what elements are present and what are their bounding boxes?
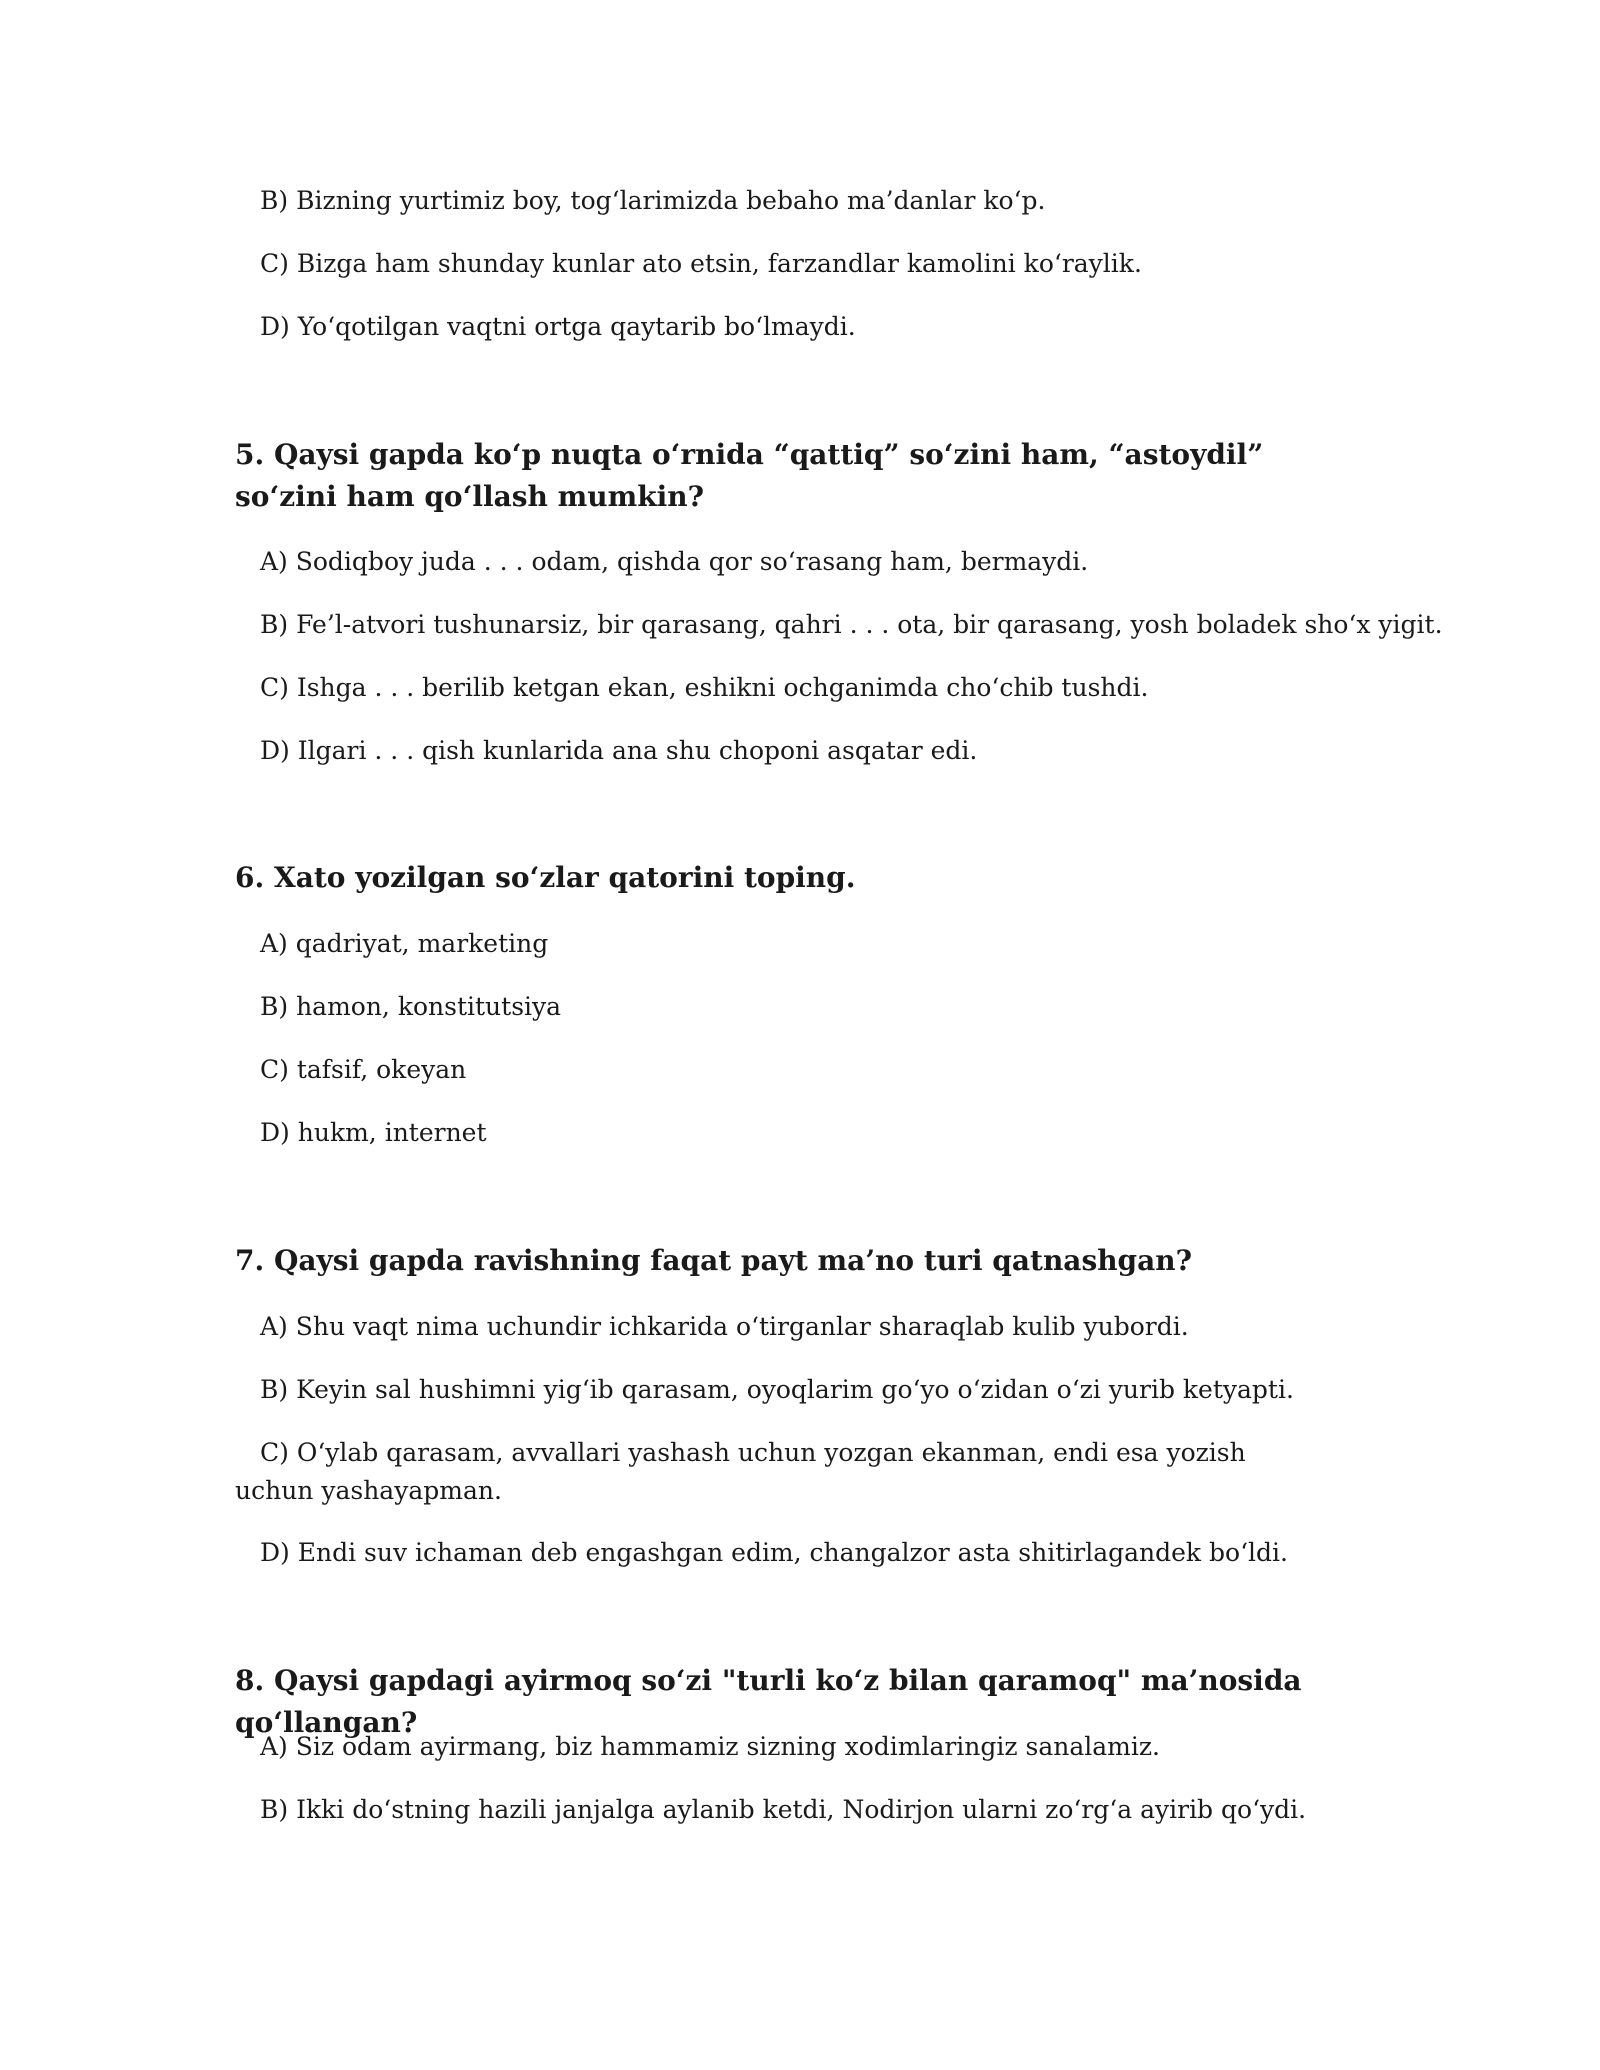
- question-7-text: 7. Qaysi gapda ravishning faqat payt ma’no turi qatnashgan?: [235, 1244, 1193, 1277]
- q5-option-d: D) Ilgari . . . qish kunlarida ana shu choponi asqatar edi.: [260, 736, 978, 765]
- question-6-text: 6. Xato yozilgan so‘zlar qatorini toping.: [235, 861, 856, 894]
- q7-option-a: A) Shu vaqt nima uchundir ichkarida o‘tirganlar sharaqlab kulib yubordi.: [260, 1312, 1189, 1341]
- q4-option-d: D) Yo‘qotilgan vaqtni ortga qaytarib bo‘lmaydi.: [260, 312, 856, 341]
- q7-option-c: C) O‘ylab qarasam, avvallari yashash uchun yozgan ekanman, endi esa yozish uchun yashayapman.: [235, 1438, 1246, 1505]
- q6-option-c: C) tafsif, okeyan: [260, 1055, 467, 1084]
- q6-option-a: A) qadriyat, marketing: [260, 929, 549, 958]
- q5-option-c: C) Ishga . . . berilib ketgan ekan, eshikni ochganimda cho‘chib tushdi.: [260, 673, 1149, 702]
- q8-option-b: B) Ikki do‘stning hazili janjalga aylanib ketdi, Nodirjon ularni zo‘rg‘a ayirib qo‘ydi.: [260, 1795, 1307, 1824]
- q6-option-d: D) hukm, internet: [260, 1118, 487, 1147]
- q8-option-a: A) Siz odam ayirmang, biz hammamiz sizning xodimlaringiz sanalamiz.: [260, 1732, 1160, 1761]
- question-5-text: 5. Qaysi gapda ko‘p nuqta o‘rnida “qattiq” so‘zini ham, “astoydil” so‘zini ham qo‘llash mumkin?: [235, 438, 1264, 513]
- q6-option-b: B) hamon, konstitutsiya: [260, 992, 562, 1021]
- q5-option-b: B) Fe’l-atvori tushunarsiz, bir qarasang, qahri . . . ota, bir qarasang, yosh boladek sho‘x yigit.: [260, 610, 1443, 639]
- q5-option-a: A) Sodiqboy juda . . . odam, qishda qor so‘rasang ham, bermaydi.: [260, 547, 1089, 576]
- q7-option-b: B) Keyin sal hushimni yig‘ib qarasam, oyoqlarim go‘yo o‘zidan o‘zi yurib ketyapti.: [260, 1375, 1294, 1404]
- question-8-text: 8. Qaysi gapdagi ayirmoq so‘zi "turli ko‘z bilan qaramoq" ma’nosida qo‘llangan?: [235, 1664, 1302, 1739]
- q4-option-b: B) Bizning yurtimiz boy, tog‘larimizda bebaho ma’danlar ko‘p.: [260, 186, 1046, 215]
- q7-option-d: D) Endi suv ichaman deb engashgan edim, changalzor asta shitirlagandek bo‘ldi.: [260, 1538, 1288, 1567]
- q4-option-c: C) Bizga ham shunday kunlar ato etsin, farzandlar kamolini ko‘raylik.: [260, 249, 1142, 278]
